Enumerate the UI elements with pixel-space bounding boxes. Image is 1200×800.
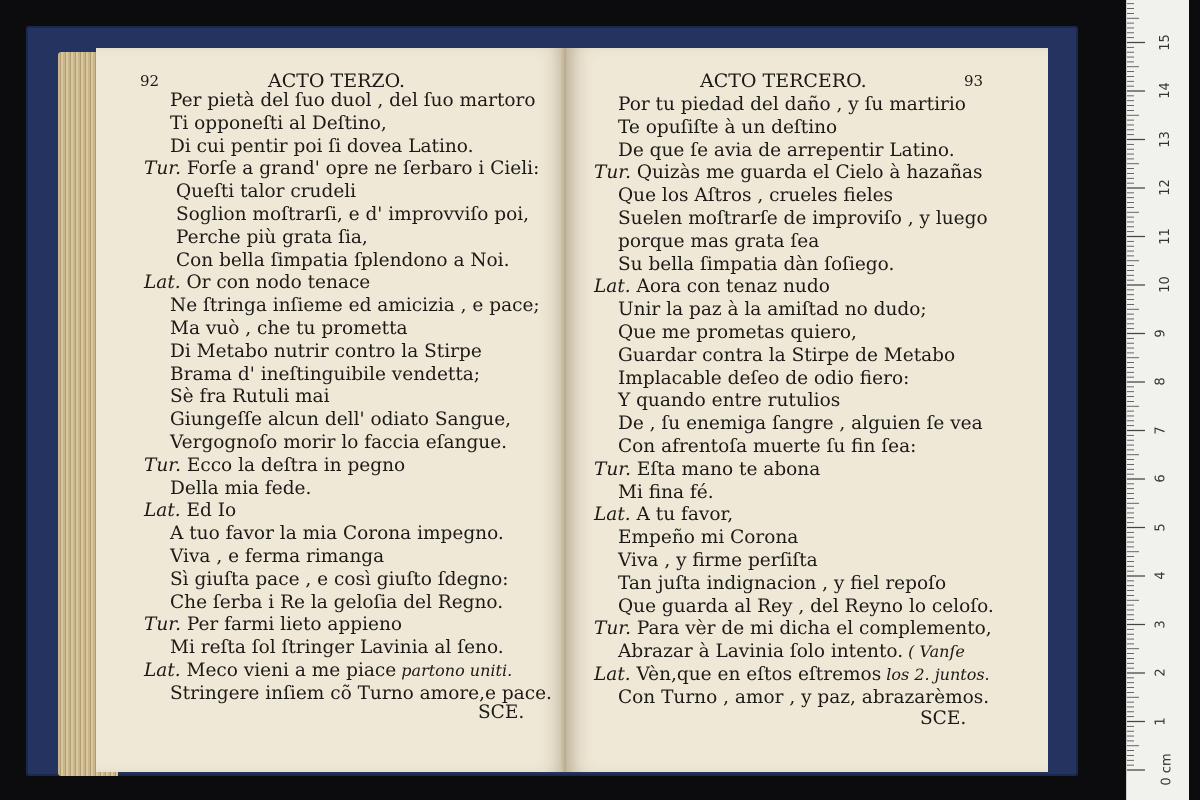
verse-text: Che ſerba i Re la geloſia del Regno. [170, 591, 504, 613]
verse-text: Stringere inſiem cõ Turno amore,e pace. [170, 682, 552, 704]
verse-text: Que los Aſtros , crueles fieles [618, 185, 894, 207]
verse-text: Y quando entre rutulios [618, 390, 841, 412]
ruler-number: 3 [1153, 619, 1169, 629]
ruler-unit-label: 0 cm [1159, 753, 1175, 786]
verse-line [618, 392, 840, 411]
verse-line [618, 552, 818, 571]
verse-text: Quizàs me guarda el Cielo à hazañas [636, 162, 983, 184]
verse-line [144, 454, 406, 476]
verse-text: Abrazar à Lavinia ſolo intento. [618, 641, 904, 663]
ruler-number: 8 [1153, 377, 1169, 386]
verse-text: Queſti talor crudeli [176, 181, 357, 203]
verse-text: Soglion moſtrarſi, e d' improvviſo poi, [176, 204, 530, 225]
speaker-label: Lat. [144, 660, 187, 681]
ruler-number: 4 [1153, 571, 1169, 580]
running-head: ACTO TERCERO. [700, 70, 867, 92]
stage-direction: los 2. juntos. [881, 665, 990, 684]
verse-text: Suelen moſtrarſe de improviſo , y luego [618, 208, 988, 229]
verse-line [170, 682, 552, 704]
verse-line [618, 367, 910, 389]
verse-text: Giungeſſe alcun dell' odiato Sangue, [170, 409, 512, 431]
verse-line [618, 415, 983, 434]
speaker-label: Tur. [144, 454, 187, 476]
verse-text: Eſta mano te abona [636, 458, 821, 480]
verse-text: Vèn,que en eſtos eſtremos [636, 664, 882, 685]
ruler-number: 10 [1157, 276, 1173, 293]
verse-text: Con bella ſimpatia ſplendono a Noi. [176, 249, 510, 271]
verse-text: Vergognoſo morir lo faccia eſangue. [170, 432, 508, 453]
verse-text: Tan juſta indignacion , y fiel repoſo [618, 572, 947, 594]
ruler-number: 14 [1157, 82, 1173, 99]
verse-line [618, 301, 927, 320]
left-page [96, 48, 566, 772]
verse-text: Viva , e ferma rimanga [170, 546, 385, 567]
verse-line [144, 502, 236, 521]
ruler-number: 5 [1153, 522, 1169, 532]
verse-text: Con Turno , amor , y paz, abrazarèmos. [618, 686, 990, 708]
verse-line [618, 116, 838, 138]
verse-line [144, 616, 402, 635]
verse-text: Implacable deſeo de odio fiero: [618, 367, 910, 389]
verse-line [176, 249, 510, 271]
ruler-number: 7 [1153, 425, 1169, 435]
verse-text: Ecco la deſtra in pegno [186, 454, 406, 476]
verse-line [594, 620, 992, 639]
verse-text: Viva , y firme perſiſta [618, 550, 818, 571]
verse-line [170, 112, 387, 134]
verse-line [170, 525, 504, 544]
verse-line [176, 206, 529, 225]
verse-text: A tuo favor la mia Corona impegno. [170, 523, 504, 545]
verse-line [618, 643, 965, 662]
speaker-label: Lat. [144, 272, 187, 294]
verse-text: Unir la paz à la amiſtad no dudo; [618, 299, 927, 321]
verse-text: Brama d' ineſtinguibile vendetta; [170, 363, 481, 385]
verse-text: Della mia fede. [170, 477, 312, 499]
verse-line [618, 686, 990, 708]
ruler-number: 2 [1153, 668, 1169, 677]
verse-line [618, 230, 820, 252]
verse-line [618, 572, 947, 594]
verse-text: Por tu piedad del daño , y ſu martirio [618, 94, 966, 115]
verse-text: Su bella ſimpatia dàn ſoſiego. [618, 253, 895, 275]
speaker-label: Tur. [594, 618, 637, 640]
verse-text: A tu favor, [636, 504, 734, 526]
verse-line [618, 344, 956, 366]
catchword: SCE. [920, 708, 967, 729]
measuring-ruler [1126, 0, 1189, 800]
speaker-label: Tur. [594, 162, 637, 184]
verse-text: Di Metabo nutrir contro la Stirpe [170, 340, 482, 362]
verse-line [170, 591, 504, 613]
verse-line [170, 388, 330, 407]
speaker-label: Lat. [594, 276, 637, 298]
verse-line [170, 320, 408, 339]
verse-line [170, 135, 474, 157]
verse-line [170, 639, 504, 658]
verse-text: Perche più grata ſia, [176, 226, 368, 248]
verse-line [144, 274, 370, 293]
verse-text: Or con nodo tenace [186, 272, 371, 294]
speaker-label: Lat. [594, 504, 637, 526]
verse-line [618, 187, 893, 206]
verse-text: Que me prometas quiero, [618, 322, 857, 343]
verse-line [176, 226, 368, 248]
verse-line [594, 278, 830, 297]
verse-text: Per farmi lieto appieno [186, 614, 403, 636]
running-head: ACTO TERZO. [268, 70, 406, 92]
ruler-number: 1 [1153, 716, 1169, 726]
ruler-ticks [1127, 0, 1189, 800]
verse-line [170, 411, 511, 430]
speaker-label: Tur. [144, 614, 187, 636]
verse-text: Ma vuò , che tu prometta [170, 318, 408, 339]
verse-text: Di cui pentir poi ſi dovea Latino. [170, 135, 474, 157]
catchword: SCE. [478, 702, 525, 723]
verse-line [618, 481, 714, 503]
verse-line [170, 363, 481, 385]
verse-text: De que ſe avia de arrepentir Latino. [618, 139, 955, 161]
verse-text: porque mas grata ſea [618, 230, 820, 252]
verse-line [144, 160, 539, 179]
ruler-number: 9 [1153, 328, 1169, 338]
verse-line [594, 164, 983, 183]
verse-line [176, 183, 356, 202]
verse-text: Forſe a grand' opre ne ſerbaro i Cieli: [186, 158, 540, 180]
verse-text: Ne ſtringa inſieme ed amicizia , e pace; [170, 295, 540, 317]
verse-line [170, 568, 509, 590]
stage-direction: partono uniti. [396, 661, 513, 680]
page-number: 93 [964, 72, 984, 90]
verse-line [170, 548, 384, 567]
verse-line [594, 506, 733, 525]
verse-line [170, 92, 536, 111]
right-page [566, 48, 1048, 772]
verse-text: Empeño mi Corona [618, 527, 799, 549]
verse-line [170, 477, 312, 499]
speaker-label: Lat. [594, 664, 637, 685]
speaker-label: Tur. [144, 158, 187, 180]
verse-line [594, 458, 821, 480]
verse-text: Sè fra Rutuli mai [170, 386, 330, 408]
verse-text: Ti opponeſti al Deſtino, [170, 112, 387, 134]
verse-line [618, 595, 994, 617]
ruler-number: 12 [1157, 179, 1173, 196]
verse-text: Sì giuſta pace , e così giuſto ſdegno: [170, 568, 509, 590]
stage-direction: ( Vanſe [903, 642, 965, 662]
verse-line [170, 297, 540, 316]
verse-line [618, 438, 916, 457]
verse-line [618, 324, 857, 343]
ruler-number: 13 [1157, 130, 1173, 148]
verse-text: Para vèr de mi dicha el complemento, [636, 618, 992, 640]
verse-text: Guardar contra la Stirpe de Metabo [618, 344, 956, 366]
ruler-number: 6 [1153, 474, 1169, 483]
verse-line [618, 529, 798, 548]
verse-line [594, 666, 990, 685]
verse-line [170, 434, 507, 453]
page-number: 92 [140, 72, 160, 90]
verse-line [618, 210, 988, 229]
verse-text: Que guarda al Rey , del Reyno lo celoſo. [618, 595, 994, 617]
verse-text: Aora con tenaz nudo [636, 276, 830, 298]
verse-text: Mi reſta ſol ſtringer Lavinia al ſeno. [170, 637, 504, 659]
verse-line [618, 96, 966, 115]
verse-text: Con afrentoſa muerte ſu fin ſea: [618, 436, 917, 457]
verse-text: Mi fina fé. [618, 481, 714, 503]
verse-line [144, 662, 512, 681]
verse-line [170, 340, 482, 362]
ruler-number: 15 [1157, 33, 1173, 51]
verse-text: Ed Io [186, 500, 237, 522]
verse-line [618, 253, 895, 275]
ruler-number: 11 [1157, 227, 1173, 245]
speaker-label: Lat. [144, 500, 187, 522]
verse-text: Meco vieni a me piace [186, 660, 397, 681]
verse-text: Te opuſiſte à un deſtino [618, 116, 838, 138]
speaker-label: Tur. [594, 458, 637, 480]
verse-text: De , ſu enemiga ſangre , alguien ſe vea [618, 413, 983, 435]
verse-line [618, 139, 955, 161]
verse-text: Per pietà del ſuo duol , del ſuo martoro [170, 90, 536, 111]
